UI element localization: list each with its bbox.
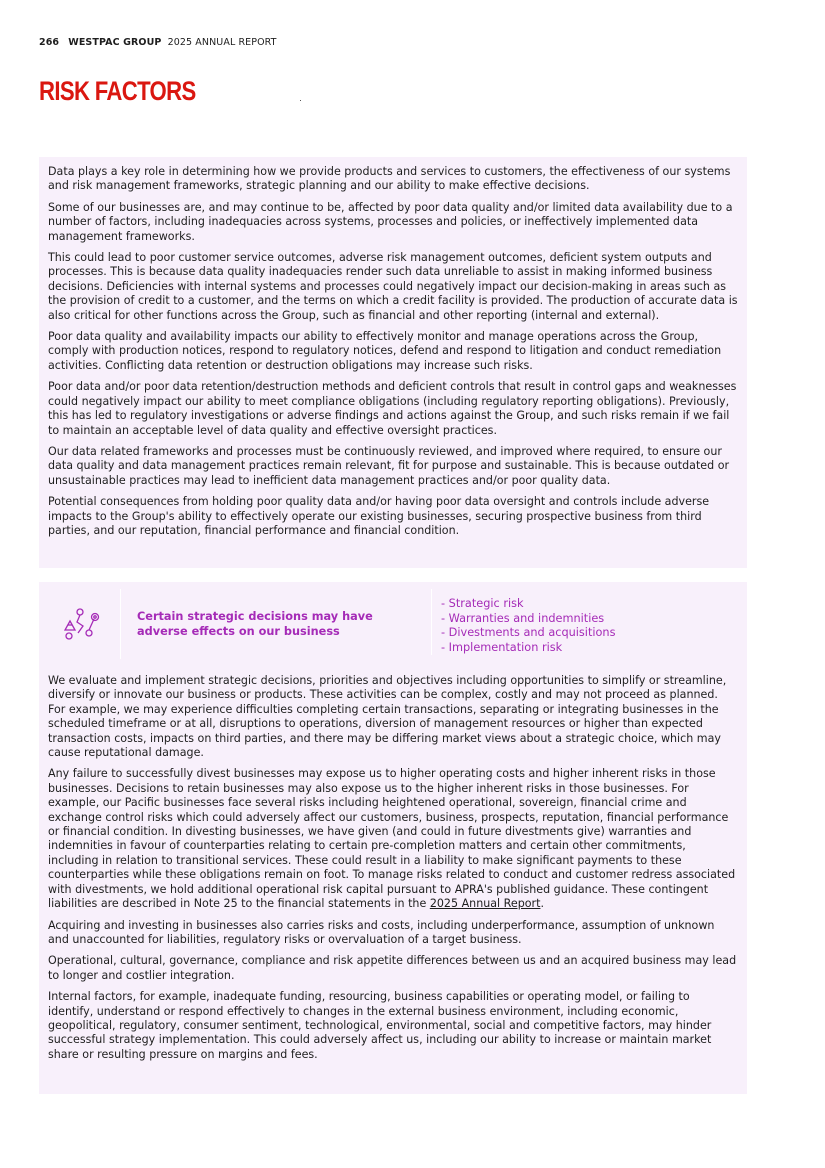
annual-report-link[interactable]: 2025 Annual Report — [429, 897, 541, 911]
paragraph: Operational, cultural, governance, compliance and risk appetite differences between us and an acquired business may lead to longer and costlier integration. — [48, 954, 737, 982]
data-risk-panel — [39, 157, 747, 568]
paragraph: We evaluate and implement strategic decisions, priorities and objectives including opportunities to simplify or streamline, diversify or innovate our business or products. These activities can be complex, costly and may not proceed as planned. For example, we may experience difficulties completing certain transactions, separating or integrating businesses in the scheduled timeframe or at all, disruptions to operations, diversion of management resources or higher than expected transaction costs, impacts on third parties, and there may be differing market views about a strategic choice, which may cause reputational damage. — [48, 674, 727, 760]
risk-header — [48, 582, 738, 674]
stray-dot — [300, 100, 301, 101]
paragraph: This could lead to poor customer service outcomes, adverse risk management outcomes, deficient system outputs and processes. This is because data quality inadequacies render such data unreliable to assist in making informed business decisions. Deficiencies with internal systems and processes could negatively impact our decision-making in areas such as the provision of credit to a customer, and the terms on which a credit facility is provided. The production of accurate data is also critical for other functions across the Group, such as financial and other reporting (internal and external). — [48, 251, 738, 322]
page-title: RISK FACTORS — [39, 76, 196, 106]
page-header — [39, 37, 277, 48]
paragraph: Internal factors, for example, inadequate funding, resourcing, business capabilities or operating model, or failing to identify, understand or respond effectively to changes in the external business environment, including economic, geopolitical, regulatory, consumer sentiment, technological, environmental, social and competitive factors, may hinder successful strategy implementation. This could adversely affect us, including our ability to increase or maintain market share or resulting pressure on margins and fees. — [48, 990, 712, 1061]
paragraph: Acquiring and investing in businesses also carries risks and costs, including underperformance, assumption of unknown and unaccounted for liabilities, regulatory risks or overvaluation of a target business. — [48, 918, 715, 946]
paragraph: Data plays a key role in determining how we provide products and services to customers, the effectiveness of our systems and risk management frameworks, strategic planning and our ability to make effective decisions. — [48, 165, 731, 193]
risk-item: - Divestments and acquisitions — [441, 626, 616, 639]
company-name: WESTPAC GROUP — [68, 37, 162, 48]
strategy-icon — [48, 582, 118, 666]
paragraph-end: . — [540, 897, 544, 911]
risk-list — [431, 589, 741, 655]
risk-heading: Certain strategic decisions may have adverse effects on our business — [120, 589, 420, 659]
strategic-risk-panel — [39, 582, 747, 1094]
page-number: 266 — [39, 37, 60, 48]
paragraph: Poor data quality and availability impacts our ability to effectively monitor and manage operations across the Group, comply with production notices, respond to regulatory notices, defend and respond to litigation and conduct remediation activities. Conflicting data retention or destruction obligations may increase such risks. — [48, 330, 722, 372]
risk-item: - Warranties and indemnities — [441, 611, 605, 625]
paragraph — [48, 767, 738, 911]
paragraph: Potential consequences from holding poor quality data and/or having poor data oversight and controls include adverse impacts to the Group's ability to effectively operate our existing businesses, securing prospective business from third parties, and our reputation, financial performance and financial condition. — [48, 495, 710, 537]
report-name: 2025 ANNUAL REPORT — [167, 37, 277, 48]
paragraph: Poor data and/or poor data retention/destruction methods and deficient controls that result in control gaps and weaknesses could negatively impact our ability to meet compliance obligations (including regulatory reporting obligations). Previously, this has led to regulatory investigations or adverse findings and actions against the Group, and such risks remain if we fail to maintain an acceptable level of data quality and effective oversight practices. — [48, 380, 737, 437]
risk-item: - Implementation risk — [441, 640, 563, 654]
paragraph: Our data related frameworks and processes must be continuously reviewed, and improved where required, to ensure our data quality and data management practices remain relevant, fit for purpose and sustainable. This is because outdated or unsustainable practices may lead to inefficient data management practices and/or poor quality data. — [48, 444, 730, 487]
paragraph-text: Any failure to successfully divest businesses may expose us to higher operating costs and higher inherent risks in those businesses. Decisions to retain businesses may also expose us to the higher inherent risks in those businesses. For example, our Pacific businesses face several risks including heightened operational, sovereign, financial crime and exchange control risks which could adversely affect our customers, business, prospects, reputation, financial performance or financial condition. In divesting businesses, we have given (and could in future divestments give) warranties and indemnities in favour of counterparties relating to certain pre-completion matters and certain other commitments, including in relation to transitional services. These could result in a liability to make significant payments to these counterparties while these obligations remain on foot. To manage risks related to conduct and customer redress associated with divestments, we hold additional operational risk capital pursuant to APRA's published guidance. These contingent liabilities are described in Note 25 to the financial statements in the — [48, 767, 736, 911]
paragraph: Some of our businesses are, and may continue to be, affected by poor data quality and/or limited data availability due to a number of factors, including inadequacies across systems, processes and policies, or ineffectively implemented data management frameworks. — [48, 200, 733, 243]
risk-item: - Strategic risk — [441, 597, 524, 610]
